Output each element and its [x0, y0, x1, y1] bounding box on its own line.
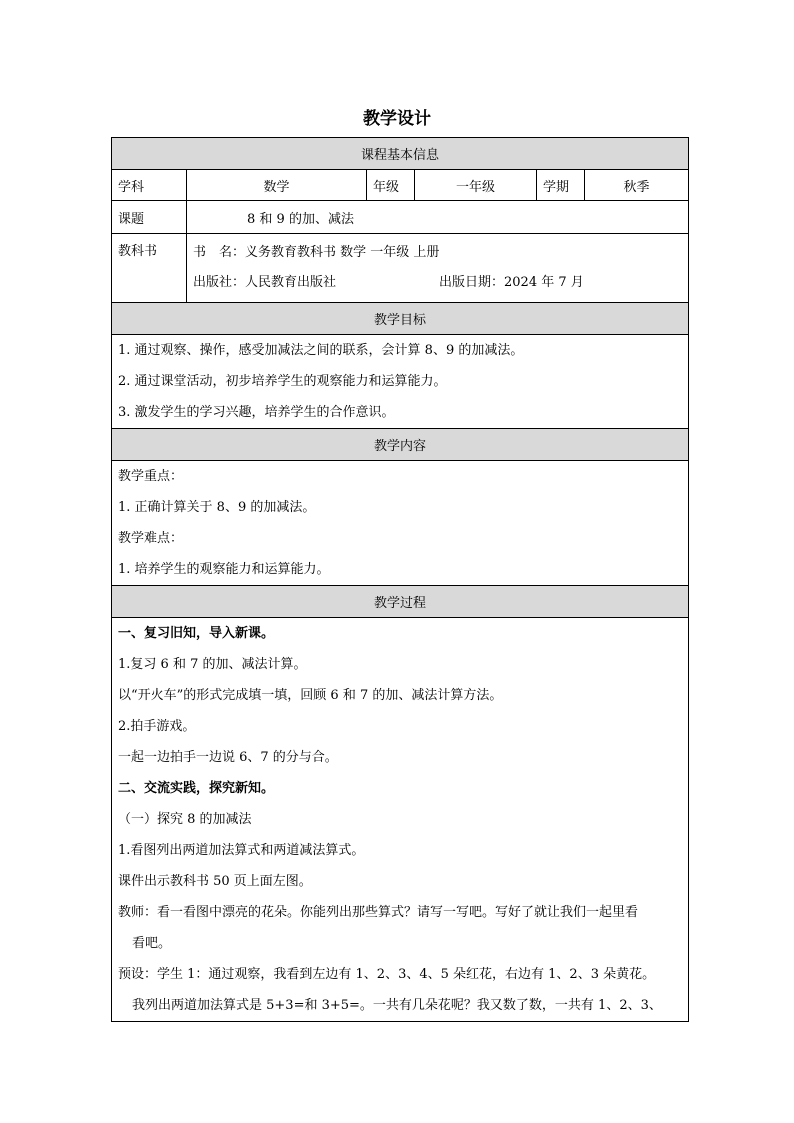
document-title: 教学设计 — [363, 109, 431, 129]
topic-row — [112, 201, 689, 234]
textbook-row — [112, 234, 689, 303]
objective-item: 1. 通过观察、操作，感受加减法之间的联系，会计算 8、9 的加减法。 — [118, 343, 524, 358]
section-title: 教学内容 — [112, 429, 689, 461]
lesson-plan-table — [111, 137, 689, 1022]
publisher-line: 出版社：人民教育出版社 — [193, 275, 337, 290]
process-line: 课件出示教科书 50 页上面左图。 — [118, 874, 312, 889]
section-title: 课程基本信息 — [112, 138, 689, 170]
process-line: 2.拍手游戏。 — [118, 719, 196, 734]
key-points-label: 教学重点： — [118, 469, 184, 484]
process-line: （一）探究 8 的加减法 — [118, 812, 252, 827]
difficult-points-label: 教学难点： — [118, 531, 184, 546]
topic-value: 8 和 9 的加、减法 — [187, 201, 689, 234]
objective-item: 2. 通过课堂活动，初步培养学生的观察能力和运算能力。 — [118, 374, 447, 389]
objective-item: 3. 激发学生的学习兴趣，培养学生的合作意识。 — [118, 405, 395, 420]
publisher-line-wrap — [193, 268, 682, 298]
process-line: 1.复习 6 和 7 的加、减法计算。 — [118, 657, 307, 672]
textbook-label: 教科书 — [112, 234, 187, 303]
subject-label: 学科 — [112, 170, 187, 201]
process-line: 我列出两道加法算式是 5+3=和 3+5=。一共有几朵花呢？我又数了数，一共有 1、2、3、 — [132, 998, 662, 1013]
grade-label: 年级 — [367, 170, 415, 201]
process-heading: 一、复习旧知，导入新课。 — [118, 626, 275, 641]
subject-row — [112, 170, 689, 201]
process-line: 看吧。 — [132, 936, 172, 951]
section-header-basic-info — [112, 138, 689, 170]
process-body — [112, 618, 689, 1022]
section-title: 教学目标 — [112, 303, 689, 335]
process-line: 预设：学生 1：通过观察，我看到左边有 1、2、3、4、5 朵红花，右边有 1、2、3 朵黄花。 — [118, 967, 656, 982]
difficult-point-item: 1. 培养学生的观察能力和运算能力。 — [118, 562, 330, 577]
publish-date-line: 出版日期：2024 年 7 月 — [439, 275, 584, 290]
process-line: 教师：看一看图中漂亮的花朵。你能列出那些算式？请写一写吧。写好了就让我们一起里看 — [118, 905, 639, 920]
section-header-content — [112, 429, 689, 461]
term-value: 秋季 — [585, 170, 689, 201]
key-point-item: 1. 正确计算关于 8、9 的加减法。 — [118, 500, 316, 515]
term-label: 学期 — [537, 170, 585, 201]
content-body — [112, 461, 689, 586]
section-header-objectives — [112, 303, 689, 335]
subject-value: 数学 — [187, 170, 367, 201]
section-header-process — [112, 586, 689, 618]
process-heading: 二、交流实践，探究新知。 — [118, 781, 275, 796]
grade-value: 一年级 — [415, 170, 537, 201]
process-line: 以“开火车”的形式完成填一填，回顾 6 和 7 的加、减法计算方法。 — [118, 688, 503, 703]
topic-label: 课题 — [112, 201, 187, 234]
objectives-body — [112, 335, 689, 429]
process-line: 一起一边拍手一边说 6、7 的分与合。 — [118, 750, 338, 765]
process-line: 1.看图列出两道加法算式和两道减法算式。 — [118, 843, 365, 858]
book-name-line: 书 名：义务教育教科书 数学 一年级 上册 — [193, 245, 440, 260]
section-title: 教学过程 — [112, 586, 689, 618]
